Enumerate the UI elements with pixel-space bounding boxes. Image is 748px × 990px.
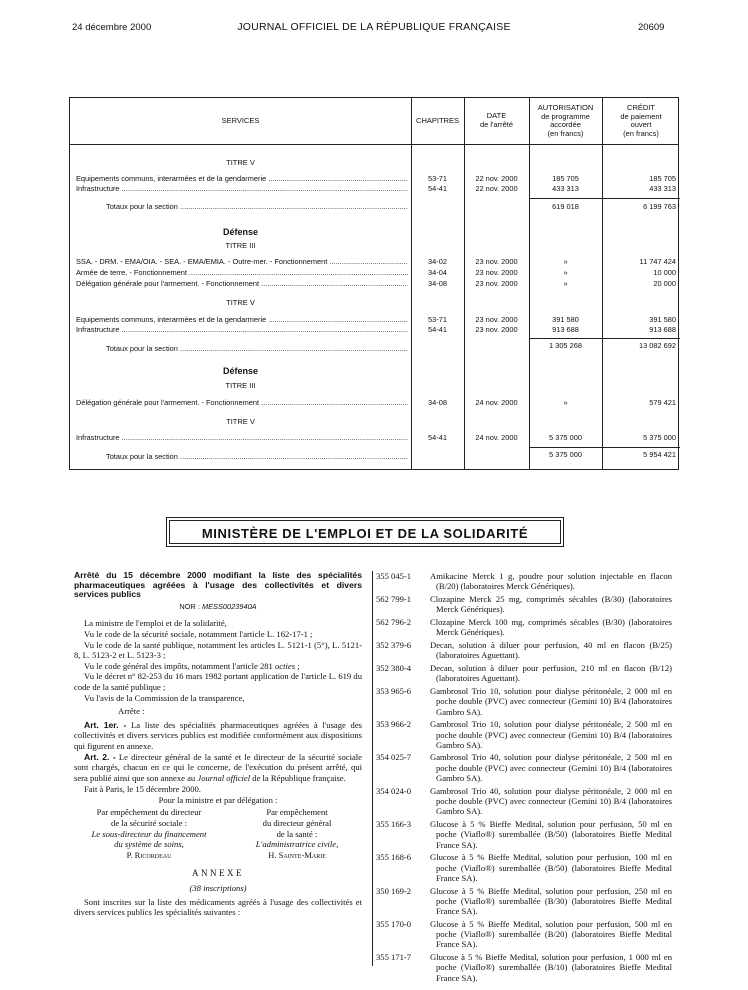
cip-code: 352 379-6 — [376, 639, 412, 650]
section-heading: TITRE III — [225, 241, 256, 250]
column-separator — [372, 571, 373, 966]
row-credit: 10 000 — [653, 268, 676, 277]
row-date: 23 nov. 2000 — [475, 279, 518, 288]
row-chapitre: 34-08 — [428, 279, 447, 288]
totals-label: Totaux pour la section ..... — [106, 202, 408, 212]
product-description: Glucose à 5 % Bieffe Medital, solution pour perfusion, 100 ml en poche (Viaflo®) suremballée (B/50) (laboratoires Bieffe Medital France SA). — [430, 852, 672, 883]
product-description: Clozapine Merck 25 mg, comprimés sécables (B/30) (laboratoires Merck Génériques). — [430, 593, 672, 615]
arrete-paragraph: Vu le code de la sécurité sociale, notamment l'article L. 162-17-1 ; — [84, 628, 313, 639]
list-item — [376, 886, 672, 917]
row-label: SSA. - DRM. - EMA/OIA. - SEA. - EMA/EMIA. - Outre-mer. - Fonctionnement ..... — [76, 257, 408, 267]
row-autorisation: » — [563, 279, 568, 288]
row-chapitre: 34-02 — [428, 257, 447, 266]
signature-line: L'administratrice civile, — [255, 839, 339, 850]
delegation-line: Pour la ministre et par délégation : — [158, 794, 278, 805]
section-title-defense: Défense — [222, 366, 258, 376]
row-credit: 433 313 — [649, 184, 676, 193]
section-heading: TITRE V — [226, 298, 255, 307]
row-chapitre: 34-08 — [428, 398, 447, 407]
signature-name: H. Sainte-Marie — [268, 849, 326, 860]
ministry-title: MINISTÈRE DE L'EMPLOI ET DE LA SOLIDARITÉ — [201, 526, 529, 541]
cip-code: 354 025-7 — [376, 752, 412, 763]
cip-code: 355 170-0 — [376, 918, 412, 929]
col-header-autorisation — [529, 104, 602, 138]
row-autorisation: 391 580 — [552, 315, 579, 324]
signature-line: de la sécurité sociale : — [111, 818, 187, 829]
list-item — [376, 952, 672, 983]
arrete-title: Arrêté du 15 décembre 2000 modifiant la liste des spécialités pharmaceutiques agréées à l'usage des collectivités et divers services publics — [74, 570, 362, 600]
col-header-credit-line: ouvert — [630, 120, 652, 129]
col-header-services: SERVICES — [221, 116, 260, 125]
col-header-auth-line: accordée — [550, 120, 581, 129]
signature-left — [74, 807, 224, 860]
cip-code: 562 796-2 — [376, 616, 412, 627]
cip-code: 355 168-6 — [376, 852, 412, 863]
arrete-paragraph: La ministre de l'emploi et de la solidarité, — [84, 618, 227, 629]
inscriptions-count: (38 inscriptions) — [189, 883, 247, 894]
nor-line — [74, 602, 362, 613]
row-date: 23 nov. 2000 — [475, 315, 518, 324]
signature-line: Par empêchement — [266, 807, 328, 818]
article-label: Art. 2. - — [84, 751, 116, 762]
list-item — [376, 919, 672, 950]
total-rule — [529, 447, 680, 448]
list-item — [376, 640, 672, 661]
ministry-banner — [166, 517, 564, 547]
article-label: Art. 1er. - — [84, 719, 127, 730]
row-autorisation: » — [563, 398, 568, 407]
product-description: Amikacine Merck 1 g, poudre pour solution injectable en flacon (B/20) (laboratoires Merck Génériques). — [430, 571, 672, 592]
product-description: Decan, solution à diluer pour perfusion, 210 ml en flacon (B/12) (laboratoires Aguettant). — [430, 662, 672, 684]
total-autorisation: 5 375 000 — [549, 450, 582, 459]
row-autorisation: 433 313 — [552, 184, 579, 193]
text-run-italic: octies — [275, 660, 296, 671]
row-date: 24 nov. 2000 — [475, 433, 518, 442]
article-text: Le directeur général de la santé et le directeur de la sécurité sociale sont chargés, chacun en ce qui le concerne, de l'exécution du présent arrêté, qui sera publié ainsi que son annexe au — [74, 751, 362, 783]
signature-name: P. Ricordeau — [126, 849, 172, 860]
row-autorisation: 5 375 000 — [549, 433, 582, 442]
cip-code: 350 169-2 — [376, 885, 412, 896]
total-autorisation: 1 305 268 — [549, 341, 582, 350]
text-run: Vu le code général des impôts, notamment l'article 281 — [84, 660, 275, 671]
totals-label: Totaux pour la section ..... — [106, 344, 408, 354]
product-description: Glucose à 5 % Bieffe Medital, solution pour perfusion, 250 ml en poche (Viaflo®) suremballée (B/30) (laboratoires Bieffe Medital France SA). — [430, 885, 672, 917]
list-item — [376, 786, 672, 817]
cip-code: 354 024-0 — [376, 785, 412, 796]
row-autorisation: 185 705 — [552, 174, 579, 183]
list-item — [376, 617, 672, 638]
list-item — [376, 852, 672, 883]
arrete-paragraph: Vu l'avis de la Commission de la transparence, — [84, 692, 245, 703]
cip-code: 355 166-3 — [376, 819, 412, 830]
signature-line: de la santé : — [276, 828, 318, 839]
row-chapitre: 53-71 — [428, 315, 447, 324]
product-description: Gambrosol Trio 10, solution pour dialyse péritonéale, 2 000 ml en poche double (PVC) avec connecteur (Gemini 10) B/4 (laboratoires Gambro SA). — [430, 685, 672, 717]
header-date: 24 décembre 2000 — [72, 22, 152, 33]
nor-value: MESS0023940A — [201, 601, 257, 611]
page-number: 20609 — [638, 22, 665, 33]
arrete-word: Arrête : — [118, 706, 145, 717]
cip-code: 353 966-2 — [376, 719, 412, 730]
article-2 — [74, 752, 362, 784]
row-label: Armée de terre. - Fonctionnement ..... — [76, 268, 408, 278]
row-date: 23 nov. 2000 — [475, 325, 518, 334]
page-header — [0, 0, 748, 40]
row-credit: 20 000 — [653, 279, 676, 288]
row-chapitre: 34-04 — [428, 268, 447, 277]
cip-code: 355 045-1 — [376, 571, 412, 581]
row-date: 22 nov. 2000 — [475, 174, 518, 183]
credits-table — [69, 97, 679, 470]
header-divider — [70, 144, 678, 145]
row-date: 22 nov. 2000 — [475, 184, 518, 193]
journal-title: JOURNAL OFFICIEL DE LA RÉPUBLIQUE FRANÇAISE — [237, 21, 511, 33]
row-chapitre: 54-41 — [428, 433, 447, 442]
product-description: Clozapine Merck 100 mg, comprimés sécables (B/30) (laboratoires Merck Génériques). — [430, 616, 672, 638]
article-text: de la République française. — [250, 772, 346, 783]
arrete-paragraph: Vu le code de la santé publique, notamment les articles L. 5121-1 (5°), L. 5121-8, L. 5123-2 et L. 5123-3 ; — [74, 639, 362, 661]
row-credit: 11 747 424 — [639, 257, 676, 266]
col-header-chapitres: CHAPITRES — [416, 116, 459, 125]
row-label: Equipements communs, interarmées et de la gendarmerie ..... — [76, 315, 408, 325]
section-title-defense: Défense — [222, 227, 258, 237]
annexe-heading: ANNEXE — [192, 868, 244, 879]
arrete-paragraph: Vu le décret n° 82-253 du 16 mars 1982 portant application de l'article L. 619 du code de la santé publique ; — [74, 671, 362, 692]
fait-line: Fait à Paris, le 15 décembre 2000. — [84, 784, 201, 795]
list-item — [376, 686, 672, 717]
cip-code: 355 171-7 — [376, 952, 412, 963]
row-credit: 185 705 — [649, 174, 676, 183]
row-label: Equipements communs, interarmées et de la gendarmerie ..... — [76, 174, 408, 184]
row-label: Délégation générale pour l'armement. - Fonctionnement ..... — [76, 279, 408, 289]
row-credit: 579 421 — [649, 398, 676, 407]
row-autorisation: » — [563, 268, 568, 277]
section-heading: TITRE III — [225, 381, 256, 390]
col-header-credit — [602, 104, 680, 138]
signature-right — [232, 807, 362, 860]
product-description: Decan, solution à diluer pour perfusion, 40 ml en flacon (B/25) (laboratoires Aguettant). — [430, 639, 672, 661]
col-header-auth-line: (en francs) — [547, 128, 584, 138]
row-label: Délégation générale pour l'armement. - Fonctionnement ..... — [76, 398, 408, 408]
col-header-date — [464, 112, 529, 129]
total-autorisation: 619 018 — [552, 202, 579, 211]
row-credit: 913 688 — [649, 325, 676, 334]
product-description: Glucose à 5 % Bieffe Medital, solution pour perfusion, 1 000 ml en poche (Viaflo®) suremballée (B/10) (laboratoires Bieffe Medital France SA). — [430, 952, 672, 983]
col-header-auth-line: AUTORISATION — [537, 103, 594, 112]
article-1 — [74, 720, 362, 752]
article-text: La liste des spécialités pharmaceutiques agréées à l'usage des collectivités et divers services publics est modifiée conformément aux dispositions qui figurent en annexe. — [74, 719, 363, 751]
col-header-credit-line: de paiement — [620, 111, 662, 121]
total-credit: 13 082 692 — [639, 341, 676, 350]
row-autorisation: » — [563, 257, 568, 266]
nor-label: NOR : — [179, 601, 200, 611]
row-credit: 5 375 000 — [643, 433, 676, 442]
list-item — [376, 719, 672, 750]
row-chapitre: 54-41 — [428, 325, 447, 334]
total-credit: 6 199 763 — [643, 202, 676, 211]
list-item — [376, 819, 672, 850]
article-text-italic: Journal officiel — [197, 772, 251, 783]
col-header-credit-line: CRÉDIT — [627, 103, 655, 112]
row-autorisation: 913 688 — [552, 325, 579, 334]
list-item — [376, 663, 672, 684]
col-header-auth-line: de programme — [541, 111, 590, 121]
row-label: Infrastructure ..... — [76, 433, 408, 443]
product-description: Gambrosol Trio 40, solution pour dialyse péritonéale, 2 500 ml en poche double (PVC) avec connecteur (Gemini 10) B/4 (laboratoires Gambro SA). — [430, 752, 672, 784]
signature-line: du directeur général — [262, 818, 332, 829]
annex-list — [376, 571, 672, 985]
signature-line: du système de soins, — [114, 839, 184, 850]
signatures — [74, 807, 362, 860]
row-chapitre: 54-41 — [428, 184, 447, 193]
list-item — [376, 594, 672, 615]
row-date: 24 nov. 2000 — [475, 398, 518, 407]
col-header-date-line: DATE — [486, 111, 507, 120]
row-chapitre: 53-71 — [428, 174, 447, 183]
cip-code: 352 380-4 — [376, 662, 412, 673]
arrete-column — [74, 571, 362, 918]
text-run: ; — [295, 660, 300, 671]
arrete-paragraph — [74, 661, 362, 672]
row-label: Infrastructure ..... — [76, 184, 408, 194]
col-header-credit-line: (en francs) — [623, 128, 659, 138]
row-credit: 391 580 — [649, 315, 676, 324]
cip-code: 562 799-1 — [376, 593, 412, 604]
row-date: 23 nov. 2000 — [475, 268, 518, 277]
total-credit: 5 954 421 — [643, 450, 676, 459]
total-rule — [529, 338, 680, 339]
list-item — [376, 752, 672, 783]
product-description: Gambrosol Trio 10, solution pour dialyse péritonéale, 2 500 ml en poche double (PVC) avec connecteur (Gemini 10) B/4 (laboratoires Gambro SA). — [430, 719, 672, 750]
section-heading: TITRE V — [226, 158, 255, 167]
product-description: Glucose à 5 % Bieffe Medital, solution pour perfusion, 500 ml en poche (Viaflo®) suremballée (B/20) (laboratoires Bieffe Medital France SA). — [430, 918, 672, 950]
section-heading: TITRE V — [226, 417, 255, 426]
row-date: 23 nov. 2000 — [475, 257, 518, 266]
col-header-date-line: de l'arrêté — [479, 119, 514, 129]
signature-line: Par empêchement du directeur — [96, 807, 202, 818]
totals-label: Totaux pour la section ..... — [106, 452, 408, 462]
product-description: Glucose à 5 % Bieffe Medital, solution pour perfusion, 50 ml en poche (Viaflo®) suremballée (B/50) (laboratoires Bieffe Medital France SA). — [430, 819, 672, 850]
row-label: Infrastructure ..... — [76, 325, 408, 335]
signature-line: Le sous-directeur du financement — [91, 828, 207, 839]
cip-code: 353 965-6 — [376, 685, 412, 696]
list-item — [376, 571, 672, 592]
product-description: Gambrosol Trio 40, solution pour dialyse péritonéale, 2 000 ml en poche double (PVC) avec connecteur (Gemini 10) B/4 (laboratoires Gambro SA). — [430, 785, 672, 817]
total-rule — [529, 198, 680, 199]
closing-paragraph: Sont inscrites sur la liste des médicaments agréés à l'usage des collectivités et divers services publics les spécialités suivantes : — [74, 896, 362, 918]
